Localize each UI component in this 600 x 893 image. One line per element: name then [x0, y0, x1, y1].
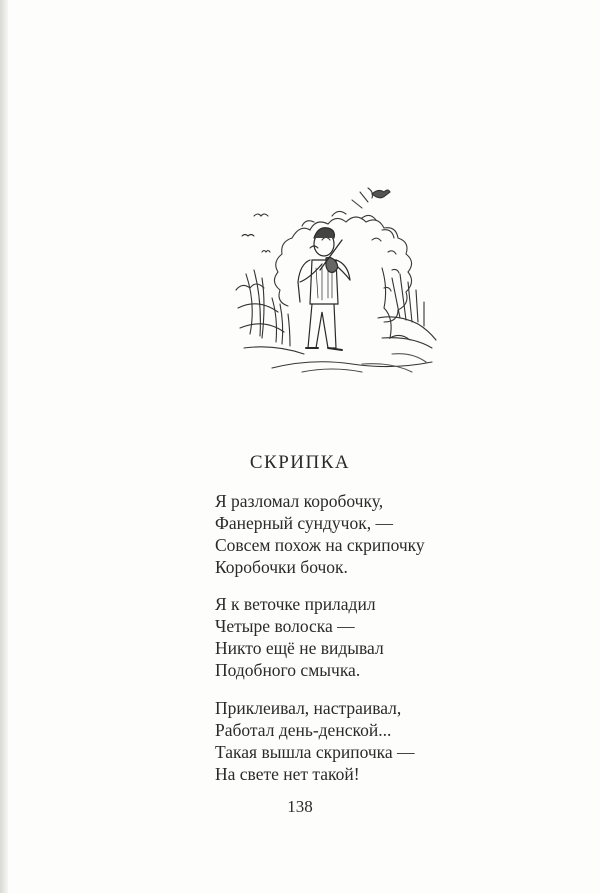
- verse-line: Совсем похож на скрипочку: [215, 535, 425, 555]
- verse-line: Такая вышла скрипочка —: [215, 742, 415, 762]
- page-number: 138: [287, 797, 313, 816]
- boy-playing-violin-icon: [232, 178, 448, 383]
- verse-line: Никто ещё не видывал: [215, 638, 384, 658]
- verse-line: Коробочки бочок.: [215, 557, 348, 577]
- verse-line: Я к веточке приладил: [215, 594, 376, 614]
- stanza-3: [215, 697, 515, 785]
- boy-figure: [298, 228, 350, 350]
- stanza-2: [215, 593, 515, 681]
- foliage: [274, 188, 411, 322]
- stanza-1: [215, 490, 515, 578]
- left-reeds: [236, 270, 304, 354]
- verse-line: Работал день-денской...: [215, 720, 392, 740]
- verse-line: Четыре волоска —: [215, 616, 355, 636]
- poem-title: СКРИПКА: [249, 452, 351, 473]
- verse-line: Я разломал коробочку,: [215, 491, 384, 511]
- verse-line: На свете нет такой!: [215, 764, 360, 784]
- verse-line: Фанерный сундучок, —: [215, 513, 393, 533]
- right-bushes: [378, 268, 436, 362]
- verse-line: Подобного смычка.: [215, 660, 361, 680]
- verse-line: Приклеивал, настраивал,: [215, 698, 402, 718]
- page-gutter-shadow: [0, 0, 8, 893]
